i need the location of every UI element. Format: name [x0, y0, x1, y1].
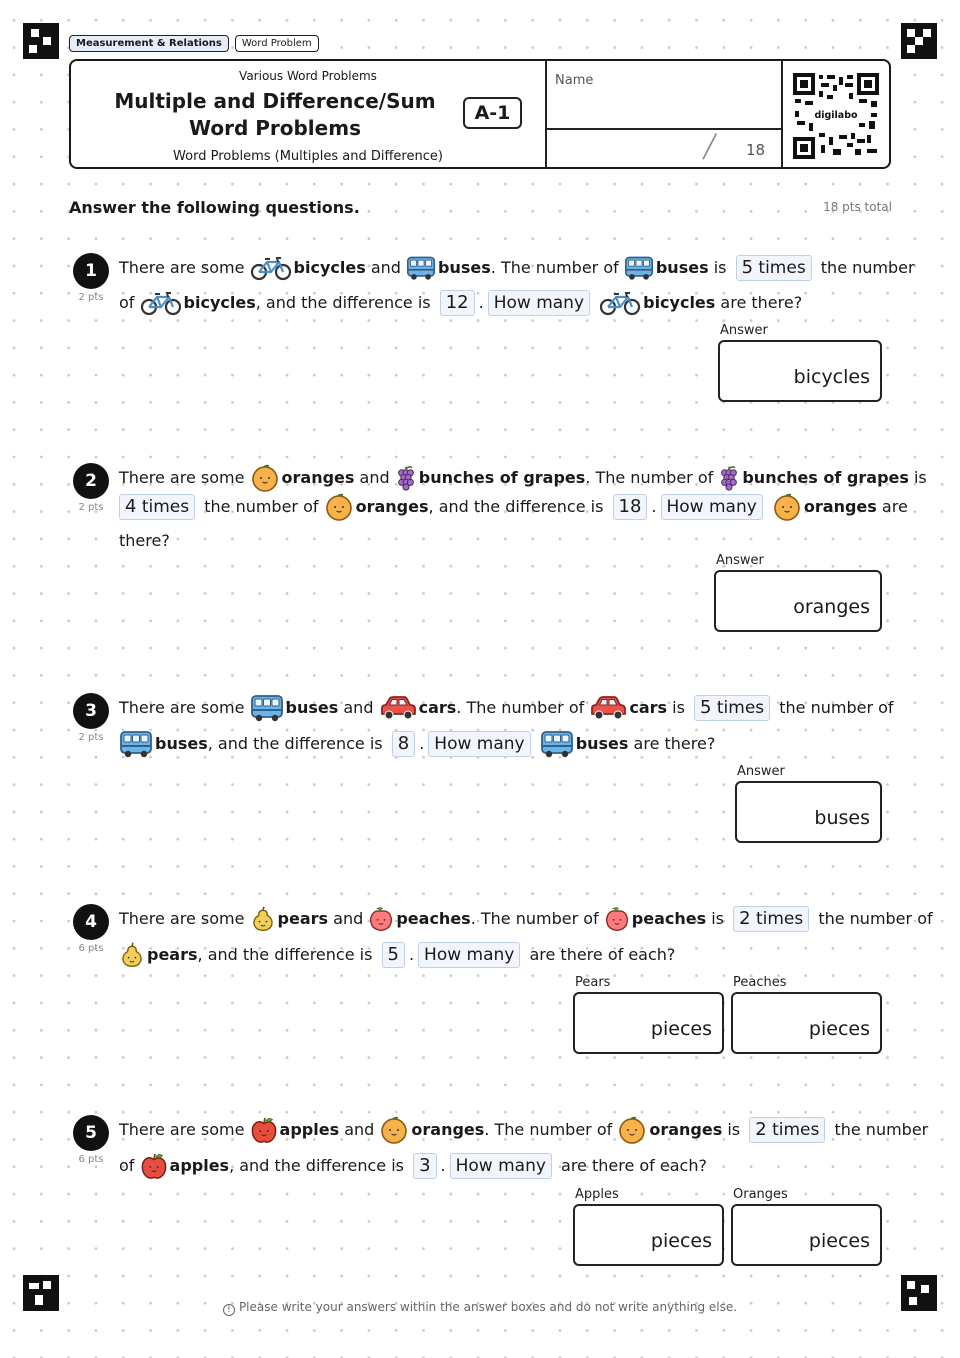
question-box: How many: [488, 290, 590, 316]
question-number: 3: [73, 693, 109, 729]
multiplier-box: 5 times: [736, 255, 812, 281]
bus-icon: [540, 729, 574, 759]
answer-label: Oranges: [733, 1187, 788, 1202]
answer-unit: buses: [814, 807, 870, 829]
registration-marker-top-left: [23, 23, 59, 59]
question-text-line: There are some apples and oranges . The number of oranges is 2 times the number: [119, 1115, 928, 1145]
orange-icon: [379, 1115, 409, 1145]
question-text-line: 4 times the number of oranges , and the difference is 18 . How many oranges are: [119, 492, 908, 522]
header-supertitle: Various Word Problems: [239, 69, 377, 83]
header-divider: [781, 61, 783, 167]
grape-icon: [718, 465, 740, 491]
pear-icon: [250, 904, 276, 934]
orange-icon: [617, 1115, 647, 1145]
question-text-line: pears , and the difference is 5 . How many are there of each?: [119, 940, 675, 970]
question-text-line: There are some oranges and bunches of grapes . The number of bunches of grapes is: [119, 463, 927, 493]
question-text-line: buses , and the difference is 8 . How many buses are there?: [119, 729, 715, 759]
question-text-line: of apples , and the difference is 3 . How many are there of each?: [119, 1151, 707, 1181]
bus-icon: [406, 253, 436, 283]
answer-box[interactable]: [714, 570, 882, 632]
question-number: 2: [73, 463, 109, 499]
difference-box: 12: [440, 290, 475, 316]
score-slash: ╱: [703, 135, 717, 160]
tag-row: [69, 35, 319, 52]
info-icon: !: [223, 1304, 235, 1316]
car-icon: [589, 694, 627, 722]
pear-icon: [119, 940, 145, 970]
answer-unit: pieces: [650, 1230, 712, 1252]
question-points: 2 pts: [78, 502, 104, 513]
answer-label: Apples: [575, 1187, 619, 1202]
multiplier-box: 5 times: [694, 695, 770, 721]
bicycle-icon: [140, 290, 182, 316]
peach-icon: [604, 904, 630, 934]
apple-icon: [250, 1115, 278, 1145]
question-text-line: There are some bicycles and buses . The number of buses is 5 times the number: [119, 253, 915, 283]
question-points: 6 pts: [78, 943, 104, 954]
bicycle-icon: [250, 255, 292, 281]
answer-box[interactable]: [718, 340, 882, 402]
answer-unit: bicycles: [793, 366, 870, 388]
question-points: 6 pts: [78, 1154, 104, 1165]
answer-box[interactable]: [731, 992, 882, 1054]
answer-unit: pieces: [808, 1230, 870, 1252]
bus-icon: [250, 693, 284, 723]
score-total: 18: [746, 141, 766, 159]
orange-icon: [324, 492, 354, 522]
header-subtitle: Word Problems (Multiples and Difference): [173, 149, 443, 164]
type-tag: Word Problem: [235, 35, 319, 52]
answer-unit: pieces: [808, 1018, 870, 1040]
peach-icon: [368, 904, 394, 934]
multiplier-box: 2 times: [749, 1117, 825, 1143]
question-box: How many: [428, 731, 530, 757]
registration-marker-top-right: [901, 23, 937, 59]
answer-box[interactable]: [735, 781, 882, 843]
multiplier-box: 4 times: [119, 494, 195, 520]
answer-label: Pears: [575, 975, 611, 990]
question-number: 1: [73, 253, 109, 289]
question-number: 4: [73, 904, 109, 940]
answer-label: Answer: [720, 323, 768, 338]
answer-box[interactable]: [731, 1204, 882, 1266]
answer-label: Peaches: [733, 975, 787, 990]
answer-label: Answer: [716, 553, 764, 568]
bus-icon: [624, 253, 654, 283]
question-points: 2 pts: [78, 732, 104, 743]
difference-box: 8: [392, 731, 415, 757]
question-box: How many: [450, 1153, 552, 1179]
difference-box: 18: [613, 494, 648, 520]
answer-box[interactable]: [573, 1204, 724, 1266]
grape-icon: [395, 465, 417, 491]
orange-icon: [250, 463, 280, 493]
question-text-line: there?: [119, 531, 170, 550]
orange-icon: [772, 492, 802, 522]
apple-icon: [140, 1151, 168, 1181]
answer-unit: oranges: [793, 596, 870, 618]
instruction: Answer the following questions.: [69, 198, 360, 217]
car-icon: [379, 694, 417, 722]
qr-code: [793, 73, 879, 159]
page-title: Multiple and Difference/Sum Word Problems: [114, 89, 436, 140]
difference-box: 5: [382, 942, 405, 968]
question-text-line: There are some pears and peaches . The number of peaches is 2 times the number of: [119, 904, 933, 934]
answer-unit: pieces: [650, 1018, 712, 1040]
worksheet-code: A-1: [463, 97, 522, 129]
question-text-line: of bicycles , and the difference is 12 . How many bicycles are there?: [119, 288, 802, 318]
difference-box: 3: [413, 1153, 436, 1179]
header-divider: [545, 61, 547, 167]
name-label: Name: [555, 73, 594, 88]
bus-icon: [119, 729, 153, 759]
total-points: 18 pts total: [823, 200, 892, 214]
question-box: How many: [418, 942, 520, 968]
question-text-line: There are some buses and cars . The number of cars is 5 times the number of: [119, 693, 894, 723]
worksheet-header: [69, 59, 891, 169]
answer-box[interactable]: [573, 992, 724, 1054]
multiplier-box: 2 times: [733, 906, 809, 932]
footer-note: ! Please write your answers within the answer boxes and do not write anything else.: [0, 1300, 960, 1316]
question-number: 5: [73, 1115, 109, 1151]
question-points: 2 pts: [78, 292, 104, 303]
qr-brand-text: digilabo: [814, 110, 858, 121]
question-box: How many: [661, 494, 763, 520]
header-divider: [545, 128, 781, 130]
category-tag: Measurement & Relations: [69, 35, 229, 52]
bicycle-icon: [599, 290, 641, 316]
answer-label: Answer: [737, 764, 785, 779]
